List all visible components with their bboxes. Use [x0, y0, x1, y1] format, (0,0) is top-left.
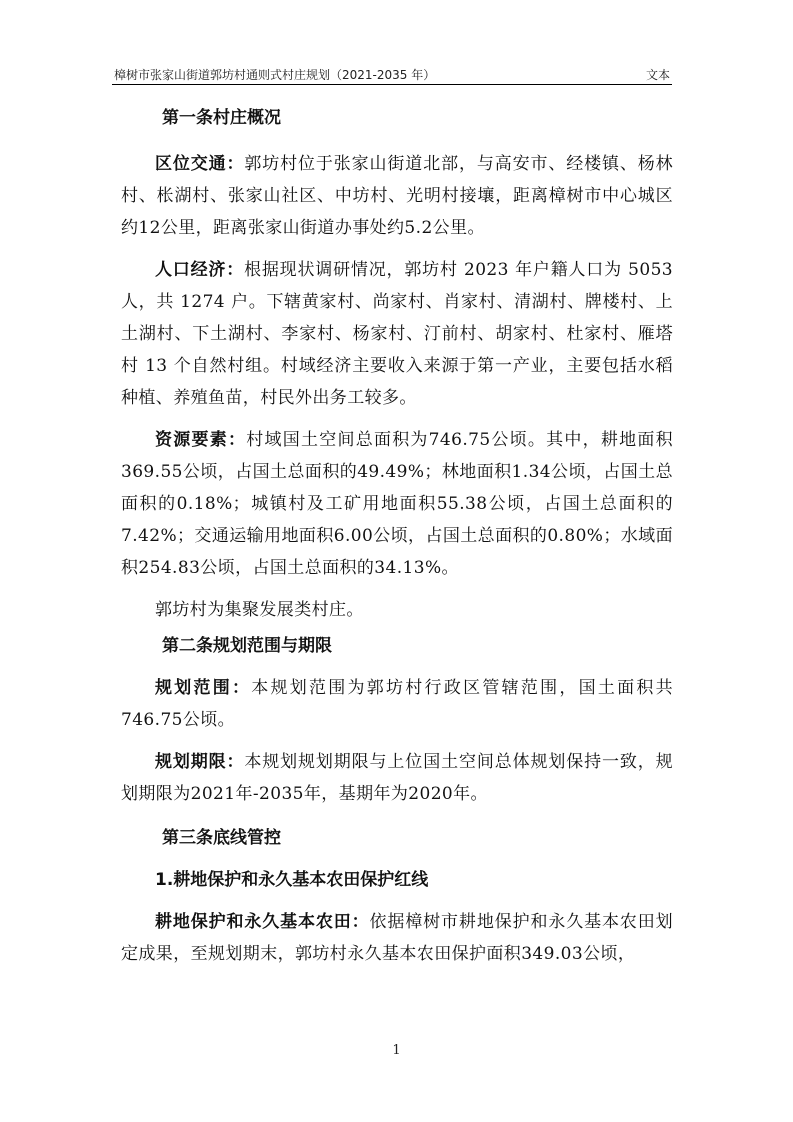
resources-paragraph: [121, 424, 673, 584]
population-paragraph: [121, 254, 673, 414]
period-text: 本规划规划期限与上位国土空间总体规划保持一致，规划期限为2021年-2035年，基期年为2020年。: [121, 752, 674, 804]
subsection-1-heading: 1.耕地保护和永久基本农田保护红线: [155, 870, 429, 890]
scope-text: 本规划范围为郭坊村行政区管辖范围，国土面积共746.75公顷。: [121, 678, 674, 730]
farmland-label: 耕地保护和永久基本农田：: [155, 912, 370, 932]
period-paragraph: [121, 746, 673, 810]
resources-label: 资源要素：: [155, 430, 247, 450]
farmland-text: 依据樟树市耕地保护和永久基本农田划定成果，至规划期末，郭坊村永久基本农田保护面积349.03公顷，: [121, 912, 673, 964]
village-type-paragraph: 郭坊村为集聚发展类村庄。: [155, 600, 364, 620]
page-number: 1: [392, 1043, 401, 1058]
header-section-label: 文本: [645, 68, 670, 82]
location-paragraph: [121, 148, 673, 244]
population-label: 人口经济：: [155, 260, 245, 280]
location-label: 区位交通：: [155, 154, 245, 174]
population-text: 根据现状调研情况，郭坊村 2023 年户籍人口为 5053 人，共 1274 户。下辖黄家村、尚家村、肖家村、清湖村、牌楼村、上土湖村、下土湖村、李家村、杨家村、汀前村、胡家村、杜家村、雁塔村 13 个自然村组。村域经济主要收入来源于第一产业，主要包括水稻种植、养殖鱼苗，村民外出务工较多。: [121, 260, 674, 408]
period-label: 规划期限：: [155, 752, 245, 772]
scope-paragraph: [121, 672, 673, 736]
farmland-paragraph: [121, 906, 673, 970]
location-text: 郭坊村位于张家山街道北部，与高安市、经楼镇、杨林村、枨湖村、张家山社区、中坊村、光明村接壤，距离樟树市中心城区约12公里，距离张家山街道办事处约5.2公里。: [121, 154, 674, 238]
article-3-title: 第三条底线管控: [162, 828, 281, 848]
document-body: [121, 96, 673, 970]
resources-text: 村域国土空间总面积为746.75公顷。其中，耕地面积369.55公顷，占国土总面积的49.49%；林地面积1.34公顷，占国土总面积的0.18%；城镇村及工矿用地面积55.38公顷，占国土总面积的7.42%；交通运输用地面积6.00公顷，占国土总面积的0.80%；水域面积254.83公顷，占国土总面积的34.13%。: [121, 430, 674, 578]
header-document-title: 樟树市张家山街道郭坊村通则式村庄规划（2021-2035 年）: [114, 68, 436, 82]
article-2-title: 第二条规划范围与期限: [162, 636, 332, 656]
article-1-title: 第一条村庄概况: [162, 108, 281, 128]
page-header: [112, 60, 672, 85]
scope-label: 规划范围：: [155, 678, 252, 698]
